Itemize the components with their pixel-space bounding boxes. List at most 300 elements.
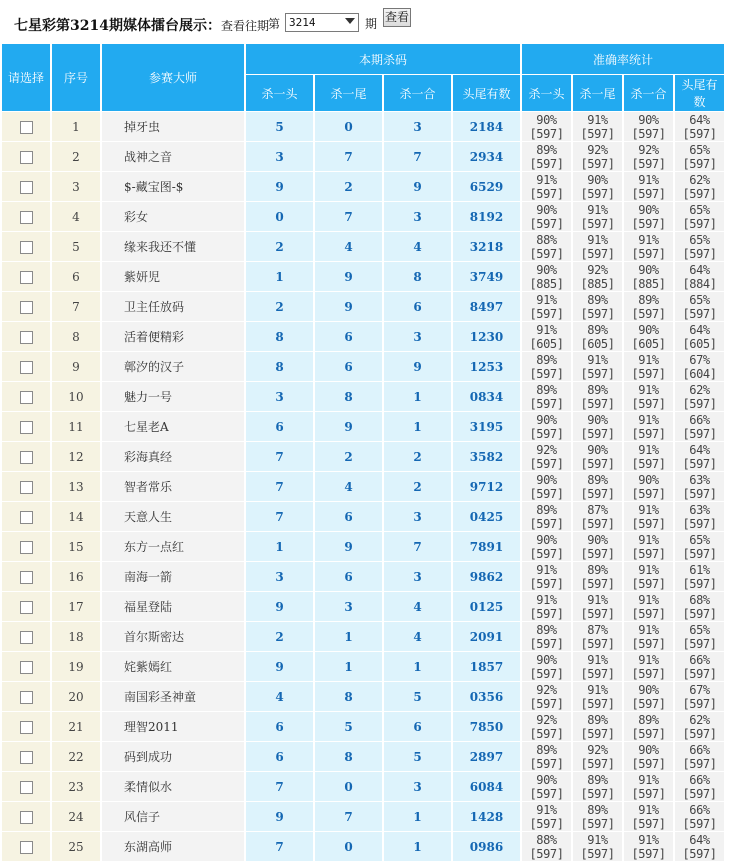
table-row: [2, 202, 724, 232]
stat-kill-tail-cell: 91%[597]: [573, 682, 622, 712]
row-number-cell: 23: [52, 772, 100, 802]
row-checkbox-cell: [2, 802, 50, 832]
kill-sum-cell: 4: [384, 232, 451, 262]
row-number-cell: 24: [52, 802, 100, 832]
kill-head-cell: 1: [246, 532, 313, 562]
stat-kill-sum-cell: 89%[597]: [624, 712, 673, 742]
kill-sum-cell: 4: [384, 592, 451, 622]
stat-head-tail-cell: 64%[884]: [675, 262, 724, 292]
stat-kill-sum-cell: 91%[597]: [624, 802, 673, 832]
master-name-cell: 姹紫嫣红: [102, 652, 244, 682]
head-tail-count-cell: 0834: [453, 382, 520, 412]
kill-tail-cell: 7: [315, 202, 382, 232]
select-checkbox[interactable]: [20, 841, 33, 854]
kill-head-cell: 7: [246, 832, 313, 862]
kill-sum-cell: 9: [384, 172, 451, 202]
stat-kill-sum-cell: 90%[597]: [624, 112, 673, 142]
stat-kill-sum-cell: 90%[597]: [624, 742, 673, 772]
row-number-cell: 18: [52, 622, 100, 652]
head-tail-count-cell: 1230: [453, 322, 520, 352]
stat-kill-head-cell: 89%[597]: [522, 742, 571, 772]
kill-tail-cell: 2: [315, 442, 382, 472]
stat-kill-tail-cell: 87%[597]: [573, 502, 622, 532]
kill-sum-cell: 1: [384, 652, 451, 682]
table-row: [2, 172, 724, 202]
row-checkbox-cell: [2, 322, 50, 352]
master-name-cell: 南国彩圣神童: [102, 682, 244, 712]
master-name-cell: 活着便精彩: [102, 322, 244, 352]
kill-head-cell: 9: [246, 652, 313, 682]
kill-tail-cell: 5: [315, 712, 382, 742]
kill-sum-cell: 6: [384, 712, 451, 742]
master-name-cell: 鄣汐的汉子: [102, 352, 244, 382]
kill-head-cell: 6: [246, 412, 313, 442]
stat-head-tail-cell: 64%[597]: [675, 442, 724, 472]
row-checkbox-cell: [2, 352, 50, 382]
kill-head-cell: 2: [246, 622, 313, 652]
table-row: [2, 682, 724, 712]
master-name-cell: 首尔斯密达: [102, 622, 244, 652]
stat-head-tail-cell: 67%[604]: [675, 352, 724, 382]
head-tail-count-cell: 3218: [453, 232, 520, 262]
row-checkbox-cell: [2, 472, 50, 502]
select-checkbox[interactable]: [20, 481, 33, 494]
kill-tail-cell: 8: [315, 742, 382, 772]
stat-kill-head-cell: 90%[597]: [522, 772, 571, 802]
stat-kill-tail-cell: 89%[597]: [573, 292, 622, 322]
row-checkbox-cell: [2, 172, 50, 202]
head-tail-count-cell: 8497: [453, 292, 520, 322]
table-row: [2, 562, 724, 592]
kill-sum-cell: 4: [384, 622, 451, 652]
row-checkbox-cell: [2, 202, 50, 232]
stat-kill-head-cell: 92%[597]: [522, 682, 571, 712]
select-checkbox[interactable]: [20, 361, 33, 374]
stat-kill-tail-cell: 90%[597]: [573, 442, 622, 472]
row-number-cell: 22: [52, 742, 100, 772]
row-checkbox-cell: [2, 112, 50, 142]
master-name-cell: 掉牙虫: [102, 112, 244, 142]
table-row: [2, 712, 724, 742]
row-checkbox-cell: [2, 532, 50, 562]
row-checkbox-cell: [2, 382, 50, 412]
stat-kill-tail-cell: 87%[597]: [573, 622, 622, 652]
kill-head-cell: 0: [246, 202, 313, 232]
stat-kill-head-cell: 91%[597]: [522, 562, 571, 592]
table-row: [2, 802, 724, 832]
row-number-cell: 11: [52, 412, 100, 442]
row-number-cell: 1: [52, 112, 100, 142]
head-tail-count-cell: 2184: [453, 112, 520, 142]
row-checkbox-cell: [2, 502, 50, 532]
row-number-cell: 19: [52, 652, 100, 682]
stat-kill-head-cell: 89%[597]: [522, 502, 571, 532]
stat-kill-tail-cell: 91%[597]: [573, 232, 622, 262]
stat-head-tail-cell: 62%[597]: [675, 712, 724, 742]
row-checkbox-cell: [2, 742, 50, 772]
stat-kill-head-cell: 91%[597]: [522, 592, 571, 622]
stat-kill-tail-cell: 89%[597]: [573, 772, 622, 802]
select-checkbox[interactable]: [20, 331, 33, 344]
row-checkbox-cell: [2, 412, 50, 442]
row-checkbox-cell: [2, 772, 50, 802]
head-tail-count-cell: 2934: [453, 142, 520, 172]
col-header-name: 参赛大师: [102, 44, 244, 112]
select-checkbox[interactable]: [20, 691, 33, 704]
select-checkbox[interactable]: [20, 601, 33, 614]
table-row: [2, 742, 724, 772]
row-number-cell: 2: [52, 142, 100, 172]
kill-head-cell: 7: [246, 502, 313, 532]
kill-head-cell: 6: [246, 742, 313, 772]
stat-kill-tail-cell: 92%[885]: [573, 262, 622, 292]
select-checkbox[interactable]: [20, 421, 33, 434]
kill-sum-cell: 2: [384, 442, 451, 472]
kill-sum-cell: 1: [384, 802, 451, 832]
select-checkbox[interactable]: [20, 541, 33, 554]
kill-head-cell: 1: [246, 262, 313, 292]
kill-tail-cell: 4: [315, 232, 382, 262]
kill-head-cell: 2: [246, 232, 313, 262]
stat-head-tail-cell: 63%[597]: [675, 502, 724, 532]
master-name-cell: 柔情似水: [102, 772, 244, 802]
kill-head-cell: 9: [246, 172, 313, 202]
row-number-cell: 3: [52, 172, 100, 202]
stat-head-tail-cell: 66%[597]: [675, 742, 724, 772]
table-row: [2, 112, 724, 142]
stat-kill-sum-cell: 91%[597]: [624, 592, 673, 622]
row-checkbox-cell: [2, 142, 50, 172]
kill-tail-cell: 9: [315, 532, 382, 562]
kill-sum-cell: 6: [384, 292, 451, 322]
stat-kill-tail-cell: 91%[597]: [573, 112, 622, 142]
head-tail-count-cell: 9862: [453, 562, 520, 592]
stat-kill-tail-cell: 90%[597]: [573, 532, 622, 562]
stat-kill-sum-cell: 91%[597]: [624, 832, 673, 862]
query-button[interactable]: 查看: [383, 8, 411, 27]
head-tail-count-cell: 0356: [453, 682, 520, 712]
row-number-cell: 20: [52, 682, 100, 712]
stat-head-tail-cell: 61%[597]: [675, 562, 724, 592]
stat-kill-tail-cell: 91%[597]: [573, 652, 622, 682]
table-row: [2, 502, 724, 532]
select-checkbox[interactable]: [20, 751, 33, 764]
kill-sum-cell: 3: [384, 502, 451, 532]
group-header-stats: 准确率统计: [522, 44, 724, 75]
stat-kill-head-cell: 90%[597]: [522, 472, 571, 502]
col-header-no: 序号: [52, 44, 100, 112]
stat-head-tail-cell: 64%[597]: [675, 112, 724, 142]
master-table: [0, 44, 726, 862]
table-row: [2, 262, 724, 292]
stat-head-tail-cell: 63%[597]: [675, 472, 724, 502]
select-checkbox[interactable]: [20, 391, 33, 404]
row-checkbox-cell: [2, 232, 50, 262]
stat-kill-tail-cell: 89%[597]: [573, 562, 622, 592]
stat-kill-head-cell: 90%[597]: [522, 652, 571, 682]
kill-head-cell: 7: [246, 472, 313, 502]
stat-kill-tail-cell: 90%[597]: [573, 172, 622, 202]
head-tail-count-cell: 2091: [453, 622, 520, 652]
kill-sum-cell: 7: [384, 142, 451, 172]
col-header-kill-tail: 杀一尾: [315, 75, 382, 112]
kill-sum-cell: 1: [384, 832, 451, 862]
row-checkbox-cell: [2, 592, 50, 622]
select-checkbox[interactable]: [20, 661, 33, 674]
master-name-cell: 卫主任放码: [102, 292, 244, 322]
col-header-head-tail: 头尾有数: [453, 75, 520, 112]
kill-tail-cell: 4: [315, 472, 382, 502]
table-row: [2, 322, 724, 352]
stat-kill-head-cell: 91%[597]: [522, 802, 571, 832]
kill-sum-cell: 5: [384, 682, 451, 712]
kill-sum-cell: 3: [384, 562, 451, 592]
select-checkbox[interactable]: [20, 211, 33, 224]
select-checkbox[interactable]: [20, 721, 33, 734]
stat-kill-tail-cell: 92%[597]: [573, 742, 622, 772]
head-tail-count-cell: 8192: [453, 202, 520, 232]
kill-tail-cell: 6: [315, 322, 382, 352]
kill-tail-cell: 2: [315, 172, 382, 202]
row-checkbox-cell: [2, 292, 50, 322]
table-row: [2, 592, 724, 622]
stat-kill-head-cell: 91%[605]: [522, 322, 571, 352]
table-row: [2, 232, 724, 262]
stat-kill-sum-cell: 92%[597]: [624, 142, 673, 172]
kill-head-cell: 7: [246, 442, 313, 472]
kill-head-cell: 4: [246, 682, 313, 712]
kill-head-cell: 2: [246, 292, 313, 322]
master-name-cell: 天意人生: [102, 502, 244, 532]
stat-kill-sum-cell: 90%[605]: [624, 322, 673, 352]
head-tail-count-cell: 1857: [453, 652, 520, 682]
row-number-cell: 10: [52, 382, 100, 412]
stat-kill-head-cell: 91%[597]: [522, 172, 571, 202]
table-row: [2, 352, 724, 382]
master-name-cell: 理智2011: [102, 712, 244, 742]
kill-sum-cell: 3: [384, 202, 451, 232]
row-checkbox-cell: [2, 562, 50, 592]
kill-sum-cell: 5: [384, 742, 451, 772]
stat-kill-tail-cell: 89%[605]: [573, 322, 622, 352]
stat-kill-head-cell: 90%[597]: [522, 202, 571, 232]
head-tail-count-cell: 0986: [453, 832, 520, 862]
kill-tail-cell: 6: [315, 352, 382, 382]
stat-kill-sum-cell: 90%[597]: [624, 472, 673, 502]
kill-tail-cell: 1: [315, 652, 382, 682]
stat-kill-sum-cell: 90%[597]: [624, 682, 673, 712]
row-checkbox-cell: [2, 262, 50, 292]
kill-sum-cell: 2: [384, 472, 451, 502]
kill-tail-cell: 0: [315, 112, 382, 142]
stat-kill-sum-cell: 91%[597]: [624, 382, 673, 412]
stat-kill-tail-cell: 92%[597]: [573, 142, 622, 172]
stat-kill-tail-cell: 91%[597]: [573, 352, 622, 382]
master-name-cell: 彩女: [102, 202, 244, 232]
row-number-cell: 9: [52, 352, 100, 382]
master-name-cell: 紫妍児: [102, 262, 244, 292]
stat-kill-sum-cell: 91%[597]: [624, 232, 673, 262]
select-checkbox[interactable]: [20, 781, 33, 794]
table-row: [2, 772, 724, 802]
master-name-cell: 东方一点红: [102, 532, 244, 562]
stat-kill-head-cell: 88%[597]: [522, 232, 571, 262]
kill-head-cell: 6: [246, 712, 313, 742]
stat-kill-head-cell: 89%[597]: [522, 382, 571, 412]
select-checkbox[interactable]: [20, 151, 33, 164]
stat-kill-head-cell: 90%[885]: [522, 262, 571, 292]
kill-head-cell: 5: [246, 112, 313, 142]
select-checkbox[interactable]: [20, 451, 33, 464]
stat-kill-head-cell: 89%[597]: [522, 352, 571, 382]
head-tail-count-cell: 3195: [453, 412, 520, 442]
col-header-stat-head-tail: 头尾有数: [675, 75, 724, 112]
select-checkbox[interactable]: [20, 181, 33, 194]
stat-kill-tail-cell: 91%[597]: [573, 592, 622, 622]
stat-kill-tail-cell: 89%[597]: [573, 802, 622, 832]
row-checkbox-cell: [2, 652, 50, 682]
head-tail-count-cell: 9712: [453, 472, 520, 502]
col-header-select: 请选择: [2, 44, 50, 112]
head-tail-count-cell: 3582: [453, 442, 520, 472]
kill-tail-cell: 0: [315, 772, 382, 802]
head-tail-count-cell: 1428: [453, 802, 520, 832]
master-name-cell: 南海一箭: [102, 562, 244, 592]
master-name-cell: 缘来我还不懂: [102, 232, 244, 262]
select-checkbox[interactable]: [20, 271, 33, 284]
stat-kill-head-cell: 89%[597]: [522, 142, 571, 172]
kill-tail-cell: 3: [315, 592, 382, 622]
master-name-cell: 东湖高师: [102, 832, 244, 862]
issue-prefix-label: 第: [268, 17, 281, 31]
view-past-label: 查看往期: [220, 19, 269, 33]
select-checkbox[interactable]: [20, 631, 33, 644]
head-tail-count-cell: 6529: [453, 172, 520, 202]
stat-head-tail-cell: 65%[597]: [675, 622, 724, 652]
stat-kill-sum-cell: 91%[597]: [624, 172, 673, 202]
stat-kill-sum-cell: 90%[885]: [624, 262, 673, 292]
table-row: [2, 472, 724, 502]
head-tail-count-cell: 6084: [453, 772, 520, 802]
stat-kill-sum-cell: 90%[597]: [624, 202, 673, 232]
select-checkbox[interactable]: [20, 121, 33, 134]
row-checkbox-cell: [2, 682, 50, 712]
row-number-cell: 4: [52, 202, 100, 232]
row-number-cell: 15: [52, 532, 100, 562]
stat-kill-head-cell: 92%[597]: [522, 712, 571, 742]
kill-head-cell: 8: [246, 322, 313, 352]
head-tail-count-cell: 7850: [453, 712, 520, 742]
kill-tail-cell: 9: [315, 292, 382, 322]
master-name-cell: 七星老A: [102, 412, 244, 442]
master-name-cell: 战神之音: [102, 142, 244, 172]
row-checkbox-cell: [2, 832, 50, 862]
master-name-cell: 彩海真经: [102, 442, 244, 472]
kill-sum-cell: 3: [384, 322, 451, 352]
chevron-down-icon: [345, 18, 355, 24]
kill-tail-cell: 8: [315, 382, 382, 412]
stat-kill-sum-cell: 91%[597]: [624, 352, 673, 382]
select-checkbox[interactable]: [20, 511, 33, 524]
stat-kill-tail-cell: 90%[597]: [573, 412, 622, 442]
kill-sum-cell: 1: [384, 412, 451, 442]
row-number-cell: 17: [52, 592, 100, 622]
page-title-text: 七星彩第3214期媒体擂台展示：: [14, 18, 221, 34]
kill-tail-cell: 9: [315, 412, 382, 442]
row-number-cell: 25: [52, 832, 100, 862]
stat-kill-sum-cell: 91%[597]: [624, 532, 673, 562]
row-number-cell: 12: [52, 442, 100, 472]
head-tail-count-cell: 7891: [453, 532, 520, 562]
stat-kill-tail-cell: 89%[597]: [573, 712, 622, 742]
kill-sum-cell: 8: [384, 262, 451, 292]
stat-head-tail-cell: 65%[597]: [675, 202, 724, 232]
kill-tail-cell: 0: [315, 832, 382, 862]
col-header-kill-sum: 杀一合: [384, 75, 451, 112]
kill-head-cell: 8: [246, 352, 313, 382]
stat-kill-sum-cell: 91%[597]: [624, 412, 673, 442]
row-checkbox-cell: [2, 712, 50, 742]
select-checkbox[interactable]: [20, 301, 33, 314]
head-tail-count-cell: 1253: [453, 352, 520, 382]
kill-tail-cell: 6: [315, 562, 382, 592]
head-tail-count-cell: 3749: [453, 262, 520, 292]
issue-select[interactable]: [285, 13, 359, 32]
row-number-cell: 8: [52, 322, 100, 352]
master-name-cell: 福星登陆: [102, 592, 244, 622]
stat-kill-head-cell: 89%[597]: [522, 622, 571, 652]
stat-kill-tail-cell: 89%[597]: [573, 382, 622, 412]
stat-kill-sum-cell: 91%[597]: [624, 652, 673, 682]
stat-head-tail-cell: 62%[597]: [675, 382, 724, 412]
kill-sum-cell: 7: [384, 532, 451, 562]
stat-head-tail-cell: 65%[597]: [675, 292, 724, 322]
stat-kill-head-cell: 92%[597]: [522, 442, 571, 472]
row-checkbox-cell: [2, 622, 50, 652]
col-header-kill-head: 杀一头: [246, 75, 313, 112]
row-number-cell: 13: [52, 472, 100, 502]
stat-head-tail-cell: 65%[597]: [675, 232, 724, 262]
stat-head-tail-cell: 65%[597]: [675, 142, 724, 172]
master-name-cell: 魅力一号: [102, 382, 244, 412]
head-tail-count-cell: 0425: [453, 502, 520, 532]
row-number-cell: 16: [52, 562, 100, 592]
col-header-stat-head: 杀一头: [522, 75, 571, 112]
table-row: [2, 382, 724, 412]
select-checkbox[interactable]: [20, 811, 33, 824]
master-name-cell: 风信子: [102, 802, 244, 832]
kill-head-cell: 9: [246, 802, 313, 832]
kill-tail-cell: 1: [315, 622, 382, 652]
stat-kill-head-cell: 90%[597]: [522, 112, 571, 142]
kill-tail-cell: 9: [315, 262, 382, 292]
master-name-cell: $-藏宝图-$: [102, 172, 244, 202]
row-number-cell: 14: [52, 502, 100, 532]
kill-head-cell: 9: [246, 592, 313, 622]
select-checkbox[interactable]: [20, 571, 33, 584]
col-header-stat-tail: 杀一尾: [573, 75, 622, 112]
head-tail-count-cell: 0125: [453, 592, 520, 622]
kill-head-cell: 7: [246, 772, 313, 802]
row-number-cell: 7: [52, 292, 100, 322]
stat-kill-tail-cell: 91%[597]: [573, 202, 622, 232]
row-checkbox-cell: [2, 442, 50, 472]
kill-tail-cell: 6: [315, 502, 382, 532]
kill-sum-cell: 1: [384, 382, 451, 412]
row-number-cell: 6: [52, 262, 100, 292]
select-checkbox[interactable]: [20, 241, 33, 254]
issue-suffix-label: 期: [365, 17, 378, 31]
